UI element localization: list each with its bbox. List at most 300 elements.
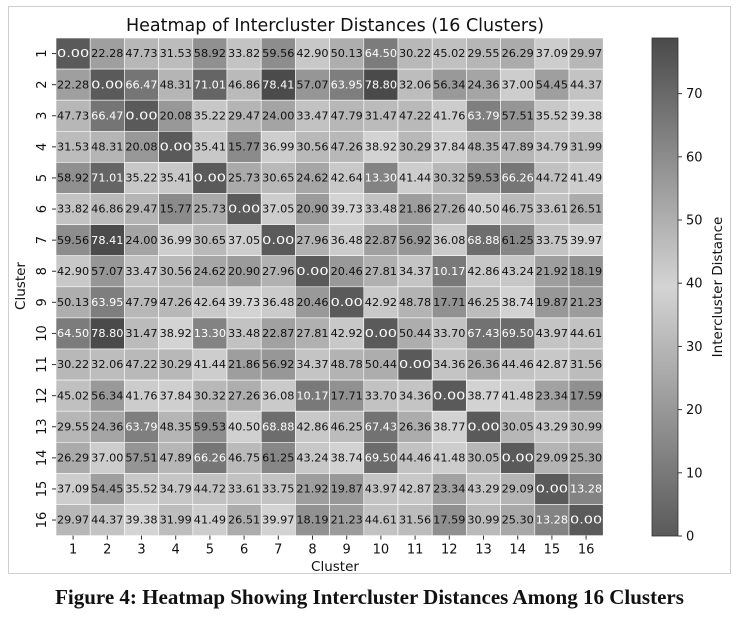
cell-value-label: 48.31 <box>91 141 124 154</box>
cell-value-label: 31.56 <box>399 514 432 527</box>
cell-value-label: 18.19 <box>570 265 603 278</box>
cell-value-label: 23.34 <box>433 483 466 496</box>
cell-value-label: 56.34 <box>433 79 466 92</box>
cell-value-label: 36.99 <box>262 141 295 154</box>
cell-value-label: 50.44 <box>399 328 432 341</box>
y-tick-label: 3 <box>35 111 50 120</box>
cell-value-label: 42.86 <box>467 265 500 278</box>
y-axis-label: Cluster <box>13 262 29 310</box>
x-tick-label: 15 <box>543 542 561 558</box>
cell-value-label: 43.29 <box>467 483 500 496</box>
x-tick-label: 9 <box>342 542 351 558</box>
cell-value-label: 36.08 <box>262 390 295 403</box>
cell-value-label: 66.26 <box>193 452 226 465</box>
cell-value-label: 56.92 <box>399 234 432 247</box>
cell-value-label: 18.19 <box>296 514 329 527</box>
cell-value-label: 48.31 <box>159 79 192 92</box>
cell-value-label: 20.08 <box>159 110 192 123</box>
cell-value-label: 35.52 <box>535 110 569 123</box>
y-tick-label: 5 <box>35 173 50 183</box>
x-tick-label: 6 <box>239 542 249 558</box>
heatmap-cells <box>56 38 603 536</box>
x-tick-label: 8 <box>308 542 317 558</box>
x-tick-label: 10 <box>372 542 390 558</box>
cell-value-label: 20.08 <box>125 141 158 154</box>
cell-value-label: 39.38 <box>125 514 158 527</box>
cell-value-label: 39.73 <box>330 203 363 216</box>
cell-value-label: 35.52 <box>125 483 158 496</box>
cell-value-label: 31.53 <box>57 141 90 154</box>
cell-value-label: 17.71 <box>330 390 363 403</box>
cell-value-label: 69.50 <box>364 452 397 465</box>
y-tick-label: 1 <box>35 49 50 58</box>
cell-value-label: 31.53 <box>159 48 192 61</box>
cell-value-label: 20.46 <box>296 296 329 309</box>
cell-value-label: 35.41 <box>193 141 226 154</box>
cell-value-label: 32.06 <box>91 359 124 372</box>
cell-value-label: 64.50 <box>57 328 90 341</box>
cell-value-label: 20.90 <box>296 203 329 216</box>
chart-title: Heatmap of Intercluster Distances (16 Clusters) <box>125 16 545 36</box>
cell-value-label: 27.81 <box>364 265 397 278</box>
cell-value-label: 44.37 <box>570 79 603 92</box>
cell-value-label: 47.89 <box>159 452 192 465</box>
cell-value-label: 13.30 <box>364 172 397 185</box>
cell-value-label: 36.08 <box>433 234 466 247</box>
cell-value-label: 0.00 <box>364 328 397 341</box>
cell-value-label: 63.79 <box>125 421 158 434</box>
cell-value-label: 41.49 <box>193 514 226 527</box>
colorbar <box>652 38 678 536</box>
cell-value-label: 0.00 <box>228 203 261 216</box>
cell-value-label: 15.77 <box>228 141 261 154</box>
cell-value-label: 41.48 <box>501 390 534 403</box>
cell-value-label: 0.00 <box>501 452 534 465</box>
cell-value-label: 31.47 <box>125 328 158 341</box>
cell-value-label: 27.96 <box>296 234 329 247</box>
cell-value-label: 24.62 <box>193 265 226 278</box>
cell-value-label: 57.51 <box>501 110 534 123</box>
cell-value-label: 23.34 <box>535 390 569 403</box>
x-tick-label: 2 <box>103 542 112 558</box>
cell-value-label: 78.80 <box>91 328 124 341</box>
cell-value-label: 38.74 <box>330 452 364 465</box>
cell-value-label: 26.36 <box>399 421 432 434</box>
cell-value-label: 33.70 <box>364 390 397 403</box>
cell-value-label: 34.79 <box>535 141 569 154</box>
cell-value-label: 42.92 <box>364 296 397 309</box>
cell-value-label: 42.87 <box>399 483 432 496</box>
cell-value-label: 37.09 <box>535 48 569 61</box>
cell-value-label: 21.86 <box>399 203 432 216</box>
y-tick-label: 2 <box>35 80 50 89</box>
x-tick-label: 3 <box>137 542 146 558</box>
cell-value-label: 33.48 <box>228 328 261 341</box>
cell-value-label: 26.29 <box>501 48 534 61</box>
cell-value-label: 37.84 <box>433 141 466 154</box>
cell-value-label: 44.61 <box>364 514 397 527</box>
cell-value-label: 47.22 <box>399 110 432 123</box>
cell-value-label: 43.97 <box>364 483 397 496</box>
cell-value-label: 0.00 <box>125 110 158 123</box>
cell-value-label: 35.22 <box>193 110 226 123</box>
cell-value-label: 48.35 <box>467 141 500 154</box>
cell-value-label: 24.36 <box>91 421 124 434</box>
cell-value-label: 43.29 <box>535 421 569 434</box>
x-tick-label: 7 <box>274 542 283 558</box>
cell-value-label: 63.95 <box>91 296 124 309</box>
y-tick-label: 16 <box>35 511 50 529</box>
cell-value-label: 33.82 <box>228 48 261 61</box>
cell-value-label: 46.25 <box>467 296 500 309</box>
y-tick-label: 11 <box>35 356 50 373</box>
cell-value-label: 46.86 <box>228 79 261 92</box>
cell-value-label: 15.77 <box>159 203 192 216</box>
cell-value-label: 36.99 <box>159 234 192 247</box>
cell-value-label: 24.62 <box>296 172 329 185</box>
cell-value-label: 47.26 <box>330 141 363 154</box>
cell-value-label: 30.56 <box>296 141 329 154</box>
cell-value-label: 41.44 <box>399 172 432 185</box>
cell-value-label: 39.38 <box>570 110 603 123</box>
cell-value-label: 41.76 <box>125 390 158 403</box>
cell-value-label: 29.97 <box>57 514 90 527</box>
cell-value-label: 30.99 <box>467 514 500 527</box>
cell-value-label: 36.48 <box>330 234 363 247</box>
cell-value-label: 34.79 <box>159 483 192 496</box>
cell-value-label: 66.47 <box>91 110 124 123</box>
cell-value-label: 57.51 <box>125 452 158 465</box>
cell-value-label: 31.56 <box>570 359 603 372</box>
cell-value-label: 44.37 <box>91 514 124 527</box>
y-tick-label: 14 <box>35 449 50 467</box>
cell-value-label: 41.49 <box>570 172 603 185</box>
x-tick-label: 13 <box>475 542 492 558</box>
cell-value-label: 57.07 <box>296 79 329 92</box>
cell-value-label: 29.55 <box>467 48 500 61</box>
cell-value-label: 33.82 <box>57 203 90 216</box>
y-axis-ticks <box>35 49 56 528</box>
cell-value-label: 38.92 <box>159 328 192 341</box>
cell-value-label: 24.00 <box>125 234 158 247</box>
cell-value-label: 26.51 <box>570 203 603 216</box>
cell-value-label: 63.95 <box>330 79 363 92</box>
x-tick-label: 4 <box>171 542 180 558</box>
cell-value-label: 29.47 <box>125 203 158 216</box>
cell-value-label: 0.00 <box>399 359 432 372</box>
cell-value-label: 30.32 <box>193 390 226 403</box>
cell-value-label: 17.71 <box>433 296 466 309</box>
cell-value-label: 44.72 <box>193 483 226 496</box>
cell-value-label: 26.29 <box>57 452 90 465</box>
cell-value-label: 0.00 <box>433 390 466 403</box>
cell-value-label: 64.50 <box>364 48 397 61</box>
cell-value-label: 33.61 <box>535 203 569 216</box>
y-tick-label: 12 <box>35 387 50 404</box>
cell-value-label: 21.92 <box>535 265 569 278</box>
cell-value-label: 47.89 <box>501 141 534 154</box>
x-axis-ticks <box>69 536 594 558</box>
cell-value-label: 31.99 <box>159 514 192 527</box>
cell-value-label: 13.28 <box>570 483 603 496</box>
cell-value-label: 0.00 <box>57 48 90 61</box>
y-tick-label: 15 <box>35 480 50 498</box>
cell-value-label: 37.00 <box>91 452 124 465</box>
cell-value-label: 13.30 <box>193 328 226 341</box>
cell-value-label: 17.59 <box>433 514 466 527</box>
cell-value-label: 27.26 <box>433 203 466 216</box>
cell-value-label: 35.22 <box>125 172 158 185</box>
cell-value-label: 40.50 <box>228 421 261 434</box>
cell-value-label: 29.97 <box>570 48 603 61</box>
colorbar-tick-label: 0 <box>686 529 695 545</box>
cell-value-label: 21.23 <box>330 514 363 527</box>
cell-value-label: 71.01 <box>91 172 124 185</box>
y-tick-label: 13 <box>35 418 50 436</box>
cell-value-label: 68.88 <box>262 421 295 434</box>
cell-value-label: 30.05 <box>467 452 500 465</box>
cell-value-label: 39.73 <box>228 296 261 309</box>
cell-value-label: 21.86 <box>228 359 261 372</box>
y-tick-label: 10 <box>35 325 50 342</box>
cell-value-label: 42.87 <box>535 359 569 372</box>
cell-value-label: 44.46 <box>399 452 432 465</box>
cell-value-label: 47.26 <box>159 296 192 309</box>
cell-value-label: 19.87 <box>330 483 363 496</box>
cell-value-label: 46.75 <box>228 452 261 465</box>
cell-value-label: 33.61 <box>228 483 261 496</box>
cell-value-label: 30.65 <box>193 234 226 247</box>
cell-value-label: 78.41 <box>91 234 124 247</box>
cell-value-label: 59.56 <box>57 234 90 247</box>
cell-value-label: 78.41 <box>262 79 295 92</box>
cell-value-label: 33.47 <box>125 265 158 278</box>
cell-value-label: 57.07 <box>91 265 124 278</box>
cell-value-label: 34.36 <box>433 359 466 372</box>
cell-value-label: 50.13 <box>330 48 363 61</box>
cell-value-label: 42.64 <box>330 172 364 185</box>
cell-value-label: 22.28 <box>91 48 124 61</box>
cell-value-label: 68.88 <box>467 234 500 247</box>
cell-value-label: 66.26 <box>501 172 534 185</box>
x-tick-label: 5 <box>205 542 215 558</box>
cell-value-label: 26.36 <box>467 359 500 372</box>
colorbar-tick-label: 10 <box>686 466 703 482</box>
cell-value-label: 42.90 <box>296 48 329 61</box>
cell-value-label: 69.50 <box>501 328 534 341</box>
cell-value-label: 47.22 <box>125 359 158 372</box>
cell-value-label: 46.86 <box>91 203 124 216</box>
cell-value-label: 48.78 <box>399 296 432 309</box>
y-tick-label: 7 <box>35 236 50 245</box>
cell-value-label: 33.47 <box>296 110 329 123</box>
cell-value-label: 21.23 <box>570 296 603 309</box>
cell-value-label: 42.86 <box>296 421 329 434</box>
cell-value-label: 59.56 <box>262 48 295 61</box>
cell-value-label: 37.09 <box>57 483 90 496</box>
x-axis-label: Cluster <box>311 559 359 575</box>
x-tick-label: 12 <box>441 542 458 558</box>
cell-value-label: 50.44 <box>364 359 398 372</box>
cell-value-label: 44.72 <box>535 172 569 185</box>
cell-value-label: 22.87 <box>262 328 295 341</box>
colorbar-label: Intercluster Distance <box>710 216 726 358</box>
cell-value-label: 30.29 <box>399 141 432 154</box>
cell-value-label: 19.87 <box>535 296 569 309</box>
cell-value-label: 50.13 <box>57 296 90 309</box>
cell-value-label: 47.79 <box>330 110 363 123</box>
cell-value-label: 0.00 <box>570 514 603 527</box>
cell-value-label: 56.92 <box>262 359 295 372</box>
cell-value-label: 37.05 <box>228 234 261 247</box>
colorbar-tick-label: 60 <box>686 150 703 166</box>
cell-value-label: 36.48 <box>262 296 295 309</box>
cell-value-label: 22.87 <box>364 234 397 247</box>
cell-value-label: 54.45 <box>91 483 124 496</box>
cell-value-label: 22.28 <box>57 79 90 92</box>
cell-value-label: 25.30 <box>501 514 534 527</box>
cell-value-label: 45.02 <box>57 390 90 403</box>
figure-caption: Figure 4: Heatmap Showing Intercluster Distances Among 16 Clusters <box>55 585 684 609</box>
cell-value-label: 37.05 <box>262 203 295 216</box>
cell-value-label: 27.26 <box>228 390 261 403</box>
cell-value-label: 31.47 <box>364 110 397 123</box>
cell-value-label: 29.55 <box>57 421 90 434</box>
cell-value-label: 25.73 <box>228 172 261 185</box>
cell-value-label: 38.74 <box>501 296 535 309</box>
cell-value-label: 0.00 <box>296 265 329 278</box>
cell-value-label: 47.73 <box>57 110 90 123</box>
x-tick-label: 14 <box>509 542 526 558</box>
cell-value-label: 63.79 <box>467 110 500 123</box>
cell-value-label: 20.90 <box>228 265 261 278</box>
cell-value-label: 43.97 <box>535 328 569 341</box>
cell-value-label: 35.41 <box>159 172 192 185</box>
cell-value-label: 37.84 <box>159 390 193 403</box>
cell-value-label: 42.92 <box>330 328 363 341</box>
cell-value-label: 34.37 <box>399 265 432 278</box>
cell-value-label: 0.00 <box>535 483 569 496</box>
cell-value-label: 44.46 <box>501 359 534 372</box>
cell-value-label: 40.50 <box>467 203 500 216</box>
cell-value-label: 78.80 <box>364 79 397 92</box>
cell-value-label: 0.00 <box>193 172 226 185</box>
cell-value-label: 48.35 <box>159 421 192 434</box>
cell-value-label: 58.92 <box>193 48 226 61</box>
cell-value-label: 25.30 <box>570 452 603 465</box>
cell-value-label: 24.36 <box>467 79 500 92</box>
cell-value-label: 26.51 <box>228 514 261 527</box>
cell-value-label: 0.00 <box>467 421 500 434</box>
cell-value-label: 46.75 <box>501 203 534 216</box>
cell-value-label: 42.90 <box>57 265 90 278</box>
colorbar-tick-label: 40 <box>686 276 703 292</box>
cell-value-label: 30.56 <box>159 265 192 278</box>
colorbar-tick-label: 50 <box>686 213 703 229</box>
cell-value-label: 41.48 <box>433 452 466 465</box>
x-tick-label: 11 <box>406 542 424 558</box>
cell-value-label: 30.22 <box>399 48 432 61</box>
y-tick-label: 4 <box>35 142 50 151</box>
cell-value-label: 29.47 <box>228 110 261 123</box>
cell-value-label: 67.43 <box>364 421 397 434</box>
cell-value-label: 61.25 <box>262 452 295 465</box>
cell-value-label: 30.22 <box>57 359 90 372</box>
cell-value-label: 31.99 <box>570 141 603 154</box>
cell-value-label: 29.09 <box>501 483 534 496</box>
cell-value-label: 42.64 <box>193 296 227 309</box>
cell-value-label: 39.97 <box>262 514 295 527</box>
cell-value-label: 39.97 <box>570 234 603 247</box>
cell-value-label: 33.70 <box>433 328 466 341</box>
colorbar-tick-label: 30 <box>686 339 703 355</box>
colorbar-tick-label: 20 <box>686 403 703 419</box>
cell-value-label: 37.00 <box>501 79 534 92</box>
cell-value-label: 17.59 <box>570 390 603 403</box>
colorbar-ticks <box>678 87 703 544</box>
cell-value-label: 43.24 <box>501 265 535 278</box>
cell-value-label: 27.96 <box>262 265 295 278</box>
cell-value-label: 41.76 <box>433 110 466 123</box>
cell-value-label: 56.34 <box>91 390 124 403</box>
y-tick-label: 8 <box>35 267 50 276</box>
cell-value-label: 33.75 <box>262 483 295 496</box>
cell-value-label: 38.77 <box>433 421 466 434</box>
cell-value-label: 58.92 <box>57 172 90 185</box>
cell-value-label: 66.47 <box>125 79 158 92</box>
y-tick-label: 9 <box>35 298 50 307</box>
y-tick-label: 6 <box>35 204 50 214</box>
cell-value-label: 38.92 <box>364 141 397 154</box>
cell-value-label: 71.01 <box>193 79 226 92</box>
cell-value-label: 24.00 <box>262 110 295 123</box>
cell-value-label: 67.43 <box>467 328 500 341</box>
cell-value-label: 59.53 <box>193 421 226 434</box>
cell-value-label: 43.24 <box>296 452 330 465</box>
cell-value-label: 10.17 <box>296 390 329 403</box>
cell-value-label: 25.73 <box>193 203 226 216</box>
cell-value-label: 59.53 <box>467 172 500 185</box>
cell-value-label: 33.48 <box>364 203 397 216</box>
cell-value-label: 32.06 <box>399 79 432 92</box>
cell-value-label: 45.02 <box>433 48 466 61</box>
cell-value-label: 61.25 <box>501 234 534 247</box>
cell-value-label: 20.46 <box>330 265 363 278</box>
cell-value-label: 0.00 <box>262 234 295 247</box>
cell-value-label: 30.99 <box>570 421 603 434</box>
colorbar-tick-label: 70 <box>686 87 703 103</box>
cell-value-label: 38.77 <box>467 390 500 403</box>
cell-value-label: 13.28 <box>535 514 569 527</box>
cell-value-label: 44.61 <box>570 328 603 341</box>
x-tick-label: 16 <box>577 542 595 558</box>
cell-value-label: 30.05 <box>501 421 534 434</box>
cell-value-label: 10.17 <box>433 265 466 278</box>
cell-value-label: 0.00 <box>330 296 363 309</box>
x-tick-label: 1 <box>68 542 78 558</box>
cell-value-label: 54.45 <box>535 79 569 92</box>
cell-value-label: 30.32 <box>433 172 466 185</box>
cell-value-label: 21.92 <box>296 483 329 496</box>
cell-value-label: 30.65 <box>262 172 295 185</box>
cell-value-label: 33.75 <box>535 234 569 247</box>
cell-value-label: 41.44 <box>193 359 227 372</box>
cell-value-label: 30.29 <box>159 359 192 372</box>
cell-value-label: 47.73 <box>125 48 158 61</box>
cell-value-label: 0.00 <box>159 141 192 154</box>
cell-value-label: 47.79 <box>125 296 158 309</box>
cell-value-label: 29.09 <box>535 452 569 465</box>
